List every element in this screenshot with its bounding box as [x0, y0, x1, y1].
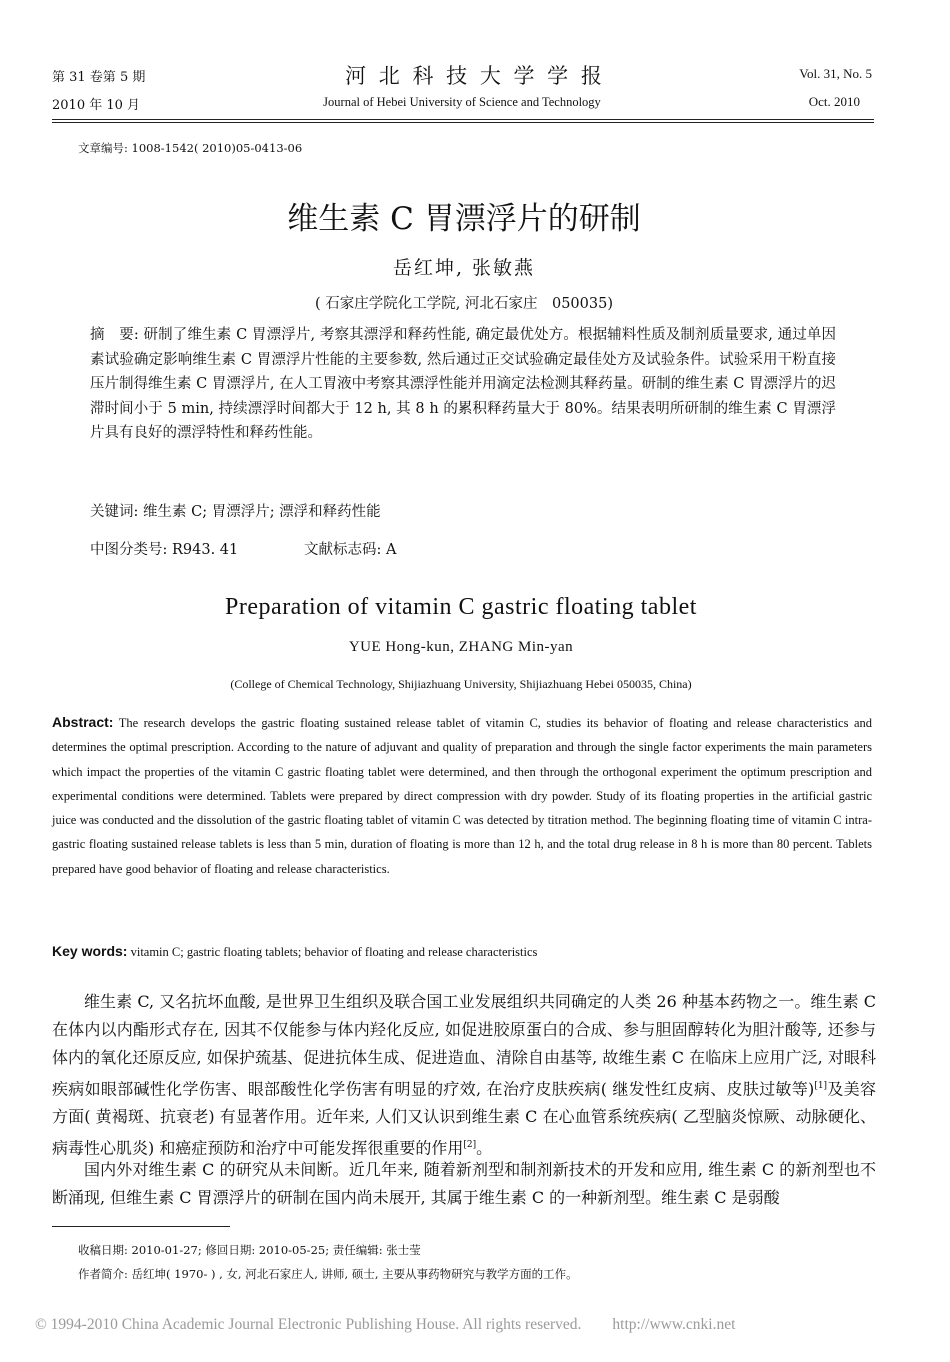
body-p1-text-a: 维生素 C, 又名抗坏血酸, 是世界卫生组织及联合国工业发展组织共同确定的人类 26 种基本药物之一。维生素 C 在体内以内酯形式存在, 因其不仅能参与体内羟化反应, 如促进胶原蛋白的合成、参与胆固醇转化为胆汁酸等, 还参与体内的氧化还原反应, 如保护巯基、促进抗体生成、促进造血、清除自由基等, 故维生素 C 在临床上应用广泛, 对眼科疾病如眼部碱性化学伤害、眼部酸性化学伤害有明显的疗效, 在治疗皮肤疾病( 继发性红皮病、皮肤过敏等): [52, 992, 876, 1099]
issue-date-cn: 2010 年 10 月: [52, 98, 141, 113]
keywords-en-text: vitamin C; gastric floating tablets; behavior of floating and release characteristics: [127, 945, 538, 959]
title-en: Preparation of vitamin C gastric floating tablet: [225, 594, 697, 620]
footnote-rule: [52, 1226, 230, 1227]
keywords-en-label: Key words:: [52, 943, 128, 959]
body-paragraph-1: [52, 988, 876, 1163]
body-paragraph-2: 国内外对维生素 C 的研究从未间断。近几年来, 随着新剂型和制剂新技术的开发和应用, 维生素 C 的新剂型也不断涌现, 但维生素 C 胃漂浮片的研制在国内尚未展开, 其属于维生素 C 的一种新剂型。维生素 C 是弱酸: [52, 1160, 876, 1207]
abstract-cn: [90, 323, 836, 446]
abstract-en: [52, 710, 872, 881]
abstract-en-text: The research develops the gastric floating sustained release tablet of vitamin C, studies its behavior of floating and release characteristics and determines the optimal prescription. According to the nature of adjuvant and quality of preparation and through the single factor experiments the main parameters which impact the properties of the vitamin C gastric floating tablet were determined, and then through the orthogonal experiment the optimum prescription and experimental conditions were determined. Tablets were prepared by direct compression with dry powder. Study of its floating properties in the artificial gastric juice was conducted and the dissolution of the gastric floating tablet of vitamin C was detected by titration method. The beginning floating time of vitamin C intra-gastric floating sustained release tablets is less than 5 min, duration of floating is more than 12 h, and the total drug release in 8 h is more than 80 percent. Tablets prepared have good behavior of floating and release characteristics.: [52, 716, 872, 876]
header-rule: [52, 119, 874, 120]
authors-cn: 岳红坤, 张敏燕: [392, 257, 536, 279]
body-p1-text-b: 及美容方面( 黄褐斑、抗衰老) 有显著作用。近年来, 人们又认识到维生素 C 在心血管系统疾病( 乙型脑炎惊厥、动脉硬化、病毒性心肌炎) 和癌症预防和治疗中可能发挥很重要的作用: [52, 1079, 876, 1158]
issue-date-en: Oct. 2010: [808, 94, 860, 109]
volume-issue: 第 31 卷第 5 期: [52, 70, 146, 85]
abstract-en-label: Abstract:: [52, 714, 114, 730]
header-rule-2: [52, 122, 874, 123]
copyright-watermark: © 1994-2010 China Academic Journal Electronic Publishing House. All rights reserved. http://www.cnki.net: [35, 1316, 736, 1333]
journal-name-en: Journal of Hebei University of Science and Technology: [323, 95, 601, 109]
document-code: 文献标志码: A: [304, 542, 397, 558]
abstract-cn-label: 摘 要:: [90, 327, 139, 343]
received-date-note: 收稿日期: 2010-01-27; 修回日期: 2010-05-25; 责任编辑: 张士莹: [78, 1243, 421, 1257]
abstract-cn-text: 研制了维生素 C 胃漂浮片, 考察其漂浮和释药性能, 确定最优处方。根据辅料性质及制剂质量要求, 通过单因素试验确定影响维生素 C 胃漂浮片性能的主要参数, 然后通过正交试验确定最佳处方及试验条件。试验采用干粉直接压片制得维生素 C 胃漂浮片, 在人工胃液中考察其漂浮性能并用滴定法检测其释药量。研制的维生素 C 胃漂浮片的迟滞时间小于 5 min, 持续漂浮时间都大于 12 h, 其 8 h 的累积释药量大于 80%。结果表明所研制的维生素 C 胃漂浮片具有良好的漂浮特性和释药性能。: [90, 327, 836, 441]
volume-en: Vol. 31, No. 5: [799, 66, 872, 81]
article-id: 文章编号: 1008-1542( 2010)05-0413-06: [78, 141, 303, 155]
citation-1: [1]: [814, 1081, 828, 1091]
classification: 中图分类号: R943. 41: [90, 542, 239, 558]
journal-name-cn: 河 北 科 技 大 学 学 报: [345, 64, 605, 88]
title-cn: 维生素 C 胃漂浮片的研制: [287, 201, 641, 237]
keywords-cn: 关键词: 维生素 C; 胃漂浮片; 漂浮和释药性能: [90, 504, 381, 520]
keywords-en: [52, 943, 537, 960]
affiliation-en: (College of Chemical Technology, Shijiazhuang University, Shijiazhuang Hebei 050035, China): [230, 677, 692, 691]
authors-en: YUE Hong-kun, ZHANG Min-yan: [348, 639, 574, 655]
body-p1-text-c: 。: [476, 1138, 493, 1158]
author-bio-note: 作者简介: 岳红坤( 1970- ) , 女, 河北石家庄人, 讲师, 硕士, 主要从事药物研究与教学方面的工作。: [78, 1267, 578, 1281]
citation-2: [2]: [463, 1140, 477, 1151]
affiliation-cn: ( 石家庄学院化工学院, 河北石家庄 050035): [315, 296, 613, 312]
